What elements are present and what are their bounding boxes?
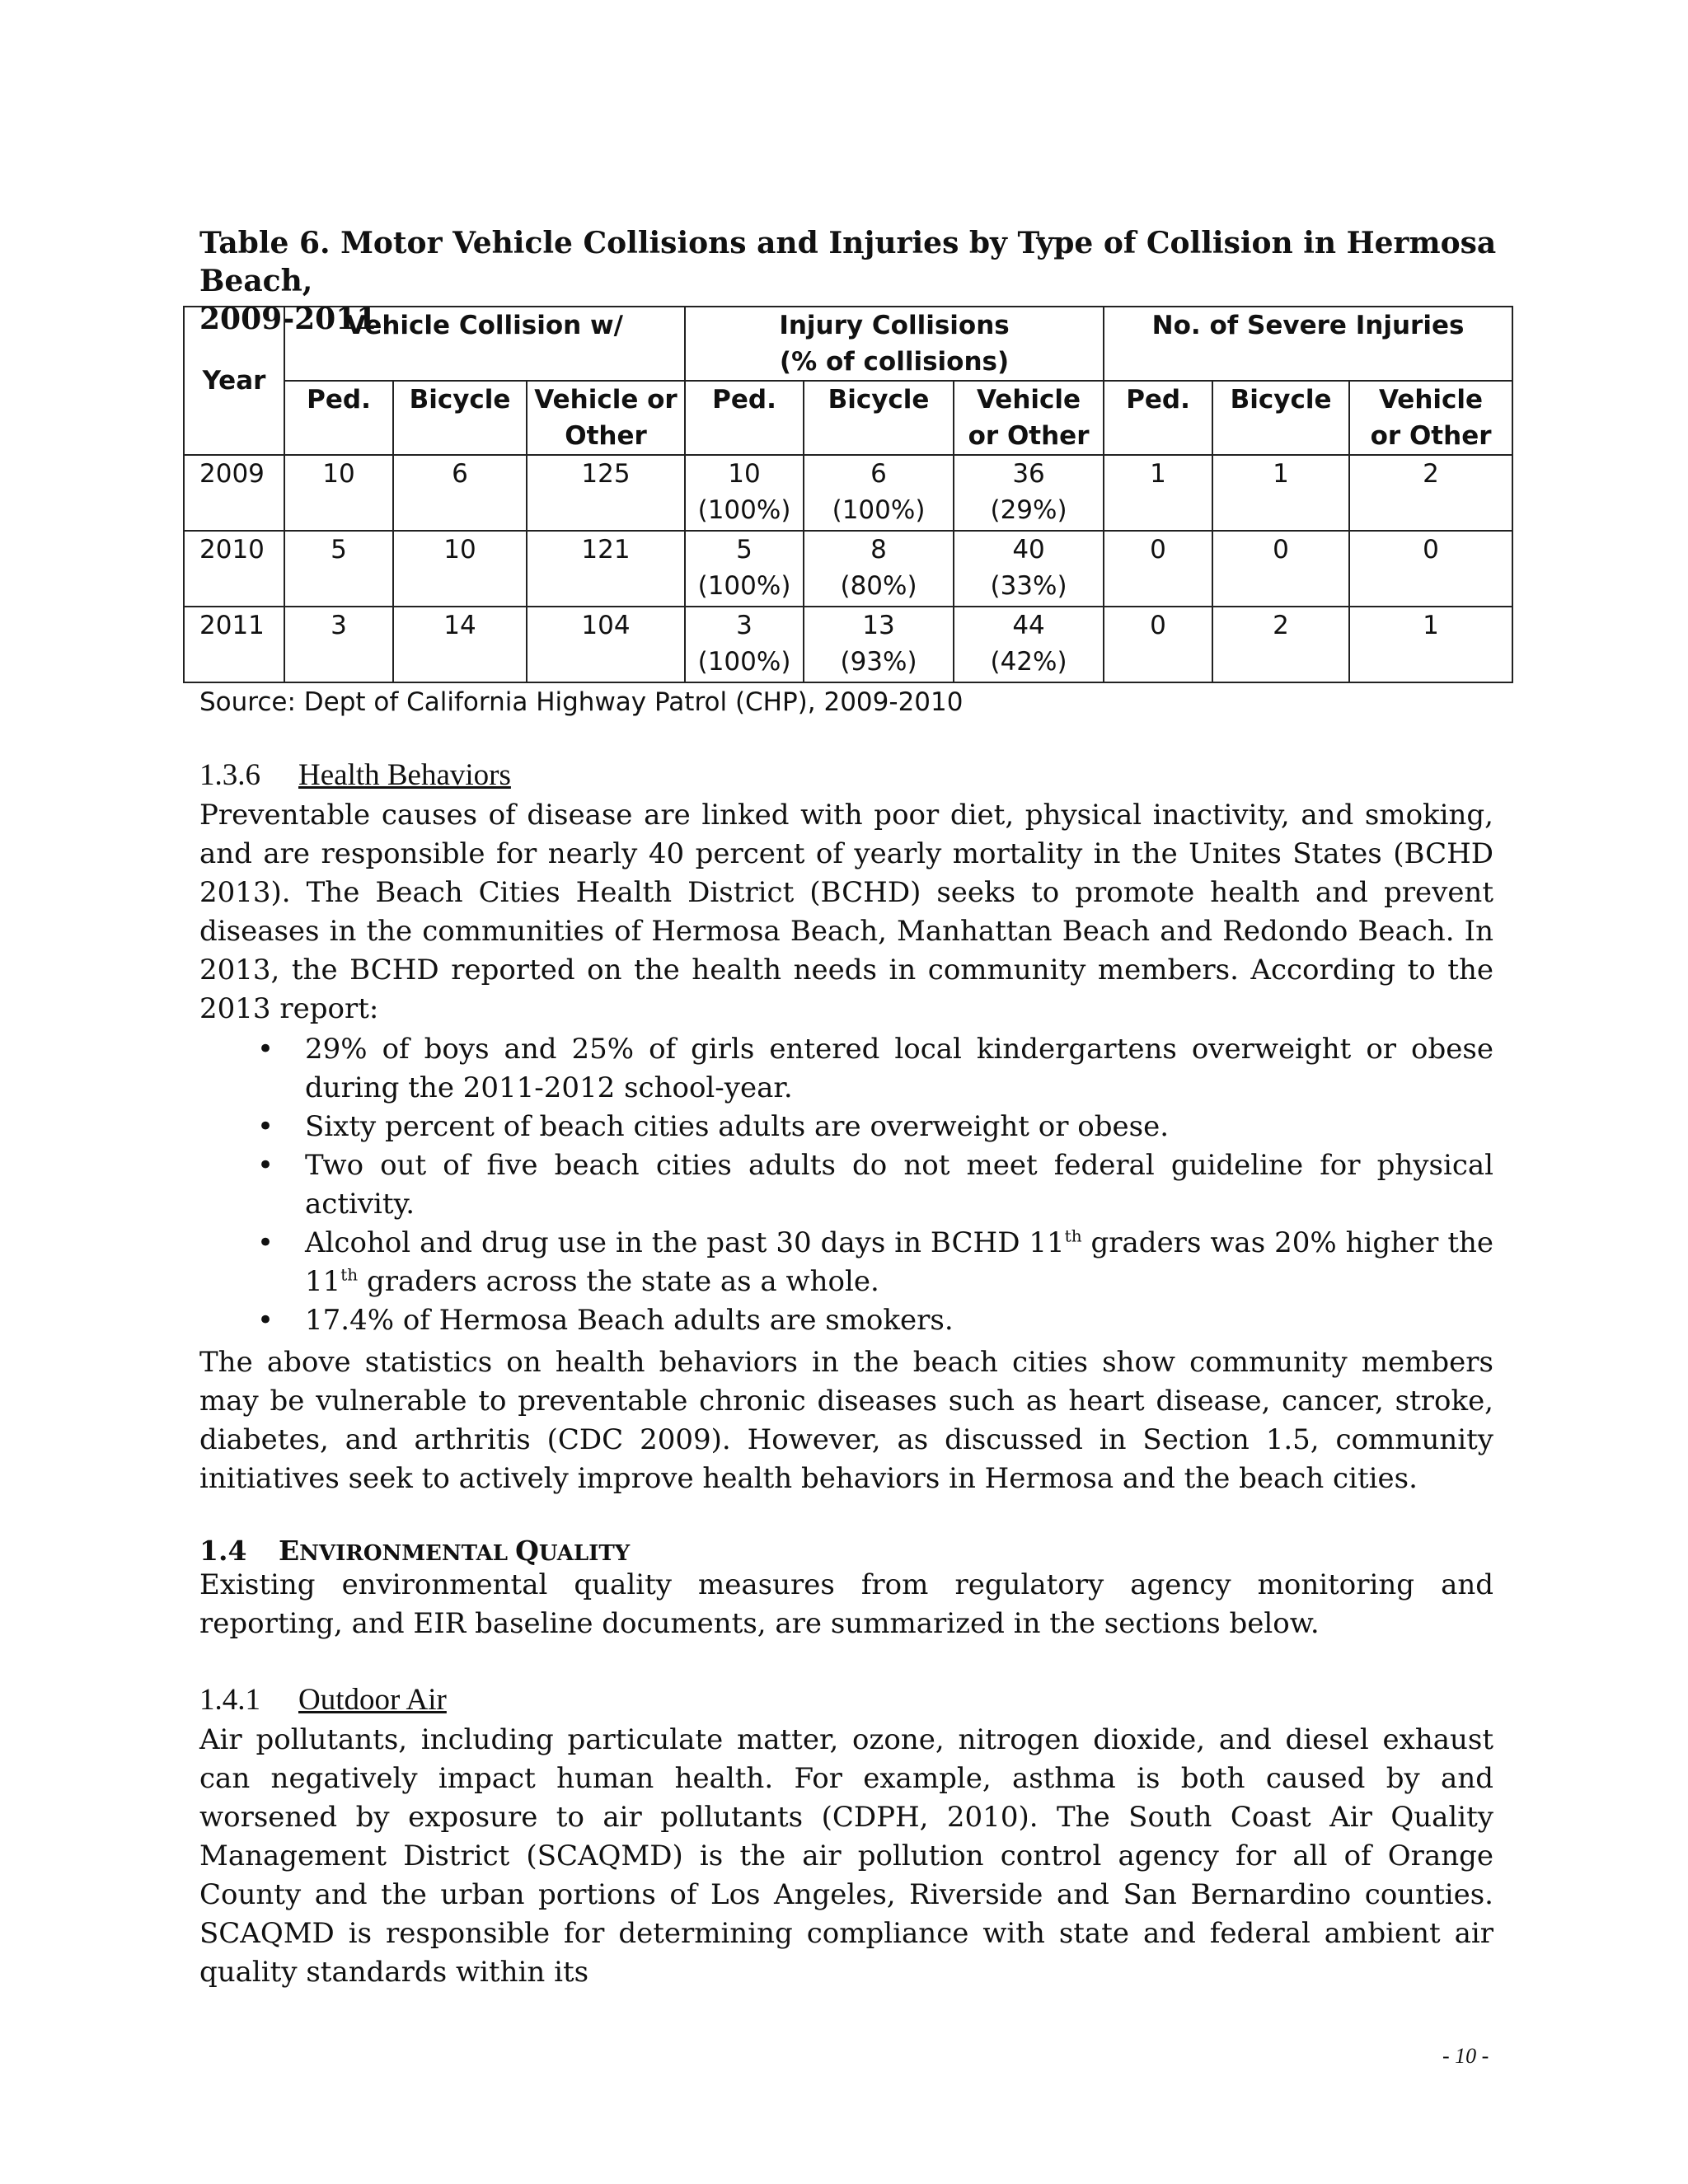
header-year: Year [184,307,284,455]
cell-si-other: 2 [1349,455,1512,531]
header-si-ped: Ped. [1104,381,1212,455]
section-number: 1.4 [199,1535,247,1567]
cell-vc-bicycle: 10 [393,531,527,607]
health-stats-list [199,1030,1493,1340]
table-title: Table 6. Motor Vehicle Collisions and Injuries by Type of Collision in Hermosa Beach, 2009-2011 [199,226,1497,336]
section-heading-environmental-quality: 1.4 ENVIRONMENTAL QUALITY [199,1533,630,1572]
list-item: • 29% of boys and 25% of girls entered local kindergartens overweight or obese during the 2011-2012 school-year. [199,1030,1493,1108]
cell-ic-other: 44 (42%) [954,607,1104,682]
cell-vc-other: 104 [527,607,685,682]
cell-year: 2011 [184,607,284,682]
list-item: • 17.4% of Hermosa Beach adults are smokers. [199,1301,1493,1340]
table-header-row-1 [184,307,1512,381]
table-row [184,455,1512,531]
cell-si-bicycle: 2 [1212,607,1349,682]
cell-si-bicycle: 1 [1212,455,1349,531]
paragraph-outdoor-air: Air pollutants, including particulate matter, ozone, nitrogen dioxide, and diesel exhaust can negatively impact human health. For example, asthma is both caused by and worsened by exposure to air pollutants (CDPH, 2010). The South Coast Air Quality Management District (SCAQMD) is the air pollution control agency for all of Orange County and the urban portions of Los Angeles, Riverside and San Bernardino counties. SCAQMD is responsible for determining compliance with state and federal ambient air quality standards within its [199,1723,1493,1989]
cell-vc-ped: 5 [284,531,393,607]
cell-ic-ped: 10 (100%) [685,455,804,531]
paragraph-health-behaviors: Preventable causes of disease are linked with poor diet, physical inactivity, and smoking, and are responsible for nearly 40 percent of yearly mortality in the Unites States (BCHD 2013). The Beach Cities Health District (BCHD) seeks to promote health and prevent diseases in the communities of Hermosa Beach, Manhattan Beach and Redondo Beach. In 2013, the BCHD reported on the health needs in community members. According to the 2013 report: [199,799,1493,1025]
cell-year: 2009 [184,455,284,531]
section-heading-outdoor-air [199,1681,447,1719]
table-source: Source: Dept of California Highway Patrol (CHP), 2009-2010 [199,687,964,717]
header-si-bicycle: Bicycle [1212,381,1349,455]
paragraph-environmental-quality: Existing environmental quality measures from regulatory agency monitoring and reporting, and EIR baseline documents, are summarized in the sections below. [199,1568,1493,1640]
cell-si-other: 0 [1349,531,1512,607]
cell-vc-ped: 10 [284,455,393,531]
cell-si-ped: 1 [1104,455,1212,531]
table-header-row-2 [184,381,1512,455]
section-title: Health Behaviors [298,758,511,792]
header-vc-ped: Ped. [284,381,393,455]
header-vehicle-collision: Vehicle Collision w/ [284,307,685,381]
header-ic-bicycle: Bicycle [804,381,954,455]
cell-vc-ped: 3 [284,607,393,682]
header-severe-injuries: No. of Severe Injuries [1104,307,1512,381]
cell-ic-other: 36 (29%) [954,455,1104,531]
bullet-icon: • [257,1304,274,1337]
list-item: • Two out of five beach cities adults do not meet federal guideline for physical activity. [199,1146,1493,1224]
table-row [184,607,1512,682]
header-ic-vehicle-other: Vehicle or Other [954,381,1104,455]
section-heading-health-behaviors [199,757,511,794]
cell-ic-ped: 3 (100%) [685,607,804,682]
header-si-vehicle-other: Vehicle or Other [1349,381,1512,455]
cell-vc-other: 121 [527,531,685,607]
cell-ic-bicycle: 13 (93%) [804,607,954,682]
list-item: • Sixty percent of beach cities adults are overweight or obese. [199,1108,1493,1146]
cell-si-bicycle: 0 [1212,531,1349,607]
cell-vc-other: 125 [527,455,685,531]
cell-vc-bicycle: 14 [393,607,527,682]
header-ic-ped: Ped. [685,381,804,455]
collisions-table [183,306,1513,683]
header-vc-vehicle-other: Vehicle or Other [527,381,685,455]
section-number: 1.4.1 [199,1683,260,1717]
paragraph-health-closing: The above statistics on health behaviors in the beach cities show community members may be vulnerable to preventable chronic diseases such as heart disease, cancer, stroke, diabetes, and arthritis (CDC 2009). However, as discussed in Section 1.5, community initiatives seek to actively improve health behaviors in Hermosa and the beach cities. [199,1346,1493,1495]
table-row [184,531,1512,607]
cell-ic-other: 40 (33%) [954,531,1104,607]
list-item: • Alcohol and drug use in the past 30 days in BCHD 11th graders was 20% higher the 11th graders across the state as a whole. [199,1224,1493,1301]
section-number: 1.3.6 [199,758,260,792]
bullet-icon: • [257,1033,274,1066]
cell-ic-bicycle: 8 (80%) [804,531,954,607]
cell-si-ped: 0 [1104,607,1212,682]
header-injury-collisions: Injury Collisions (% of collisions) [685,307,1104,381]
cell-ic-ped: 5 (100%) [685,531,804,607]
cell-si-ped: 0 [1104,531,1212,607]
bullet-icon: • [257,1110,274,1143]
cell-ic-bicycle: 6 (100%) [804,455,954,531]
bullet-icon: • [257,1149,274,1182]
cell-si-other: 1 [1349,607,1512,682]
section-title: Outdoor Air [298,1683,447,1717]
bullet-icon: • [257,1226,274,1259]
header-vc-bicycle: Bicycle [393,381,527,455]
cell-vc-bicycle: 6 [393,455,527,531]
cell-year: 2010 [184,531,284,607]
page-number: - 10 - [1442,2044,1489,2068]
